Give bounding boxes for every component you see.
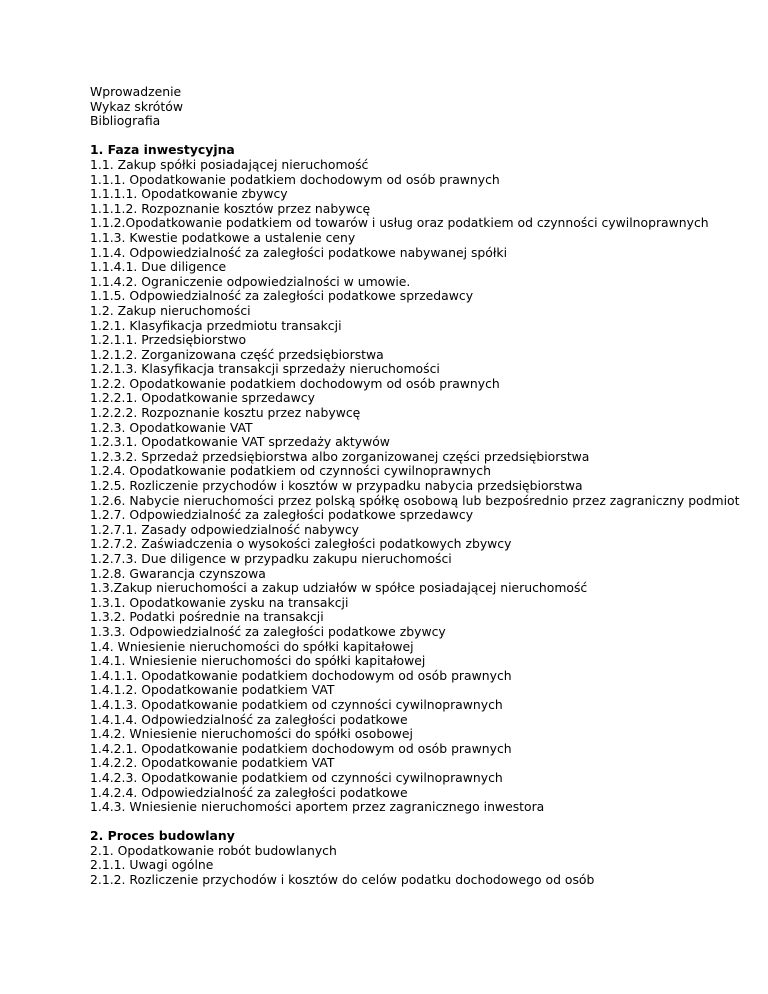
front-matter [90, 85, 740, 129]
toc-entry: 2.1.1. Uwagi ogólne [90, 857, 214, 873]
toc-entry: 1.2.4. Opodatkowanie podatkiem od czynności cywilnoprawnych [90, 463, 491, 479]
toc-entry: 1.4.2.2. Opodatkowanie podatkiem VAT [90, 755, 335, 771]
toc-entry: 1.4.1.4. Odpowiedzialność za zaległości podatkowe [90, 711, 408, 727]
chapter-1 [90, 143, 740, 814]
chapter-1-title: 1. Faza inwestycyjna [90, 142, 235, 158]
toc-entry: 1.2.3.2. Sprzedaż przedsiębiorstwa albo zorganizowanej części przedsiębiorstwa [90, 448, 590, 464]
toc-entry: 1.2. Zakup nieruchomości [90, 302, 251, 318]
toc-entry: 1.2.3.1. Opodatkowanie VAT sprzedaży aktywów [90, 434, 390, 450]
section-gap [90, 129, 740, 144]
toc-entry: 1.2.3. Opodatkowanie VAT [90, 419, 253, 435]
toc-entry: 1.3.3. Odpowiedzialność za zaległości podatkowe zbywcy [90, 623, 446, 639]
toc-entry: 1.3.2. Podatki pośrednie na transakcji [90, 609, 324, 625]
toc-entry: 1.2.7. Odpowiedzialność za zaległości podatkowe sprzedawcy [90, 507, 474, 523]
toc-entry: 1.2.2.1. Opodatkowanie sprzedawcy [90, 390, 315, 406]
chapter-2 [90, 829, 740, 887]
toc-entry-abbreviations: Wykaz skrótów [90, 98, 183, 114]
toc-entry: 1.1.1.2. Rozpoznanie kosztów przez nabywcę [90, 200, 371, 216]
toc-entry: 1.1.2.Opodatkowanie podatkiem od towarów i usług oraz podatkiem od czynności cywilnoprawnych [90, 215, 709, 231]
toc-entry: 1.4.1. Wniesienie nieruchomości do spółki kapitałowej [90, 653, 426, 669]
toc-entry: 2.1.2. Rozliczenie przychodów i kosztów do celów podatku dochodowego od osób [90, 872, 595, 888]
toc-entry: 1.1.1. Opodatkowanie podatkiem dochodowym od osób prawnych [90, 171, 500, 187]
toc-entry: 1.1.1.1. Opodatkowanie zbywcy [90, 186, 288, 202]
toc-entry: 2.1. Opodatkowanie robót budowlanych [90, 842, 337, 858]
toc-entry-bibliography: Bibliografia [90, 113, 161, 129]
toc-entry: 1.2.5. Rozliczenie przychodów i kosztów w przypadku nabycia przedsiębiorstwa [90, 478, 583, 494]
toc-entry: 1.3.Zakup nieruchomości a zakup udziałów w spółce posiadającej nieruchomość [90, 580, 588, 596]
chapter-1-entries [90, 158, 740, 815]
toc-entry: 1.1.4.2. Ograniczenie odpowiedzialności w umowie. [90, 273, 411, 289]
chapter-2-title: 2. Proces budowlany [90, 828, 235, 844]
toc-entry: 1.1.4. Odpowiedzialność za zaległości podatkowe nabywanej spółki [90, 244, 508, 260]
toc-entry: 1.2.8. Gwarancja czynszowa [90, 565, 266, 581]
toc-entry: 1.4.1.2. Opodatkowanie podatkiem VAT [90, 682, 335, 698]
toc-entry: 1.4.1.3. Opodatkowanie podatkiem od czynności cywilnoprawnych [90, 696, 503, 712]
toc-entry: 1.2.1.1. Przedsiębiorstwo [90, 332, 247, 348]
toc-entry-introduction: Wprowadzenie [90, 84, 182, 99]
toc-entry: 1.4. Wniesienie nieruchomości do spółki kapitałowej [90, 638, 414, 654]
toc-entry: 1.2.2. Opodatkowanie podatkiem dochodowym od osób prawnych [90, 375, 500, 391]
toc-entry: 1.2.7.1. Zasady odpowiedzialność nabywcy [90, 521, 359, 537]
toc-entry: 1.2.1. Klasyfikacja przedmiotu transakcji [90, 317, 342, 333]
toc-entry: 1.4.2.4. Odpowiedzialność za zaległości podatkowe [90, 784, 408, 800]
toc-entry: 1.4.2.1. Opodatkowanie podatkiem dochodowym od osób prawnych [90, 740, 512, 756]
toc-entry: 1.2.1.2. Zorganizowana część przedsiębiorstwa [90, 346, 384, 362]
toc-entry: 1.2.1.3. Klasyfikacja transakcji sprzedaży nieruchomości [90, 361, 440, 377]
toc-entry: 1.4.2.3. Opodatkowanie podatkiem od czynności cywilnoprawnych [90, 769, 503, 785]
toc-entry: 1.2.7.2. Zaświadczenia o wysokości zaległości podatkowych zbywcy [90, 536, 512, 552]
chapter-2-entries [90, 844, 740, 888]
toc-entry: 1.4.3. Wniesienie nieruchomości aportem przez zagranicznego inwestora [90, 799, 545, 815]
toc-entry: 1.1. Zakup spółki posiadającej nieruchomość [90, 156, 369, 172]
toc-entry: 1.2.6. Nabycie nieruchomości przez polską spółkę osobową lub bezpośrednio przez zagraniczny podmiot [90, 492, 740, 508]
toc-entry: 1.4.2. Wniesienie nieruchomości do spółki osobowej [90, 726, 413, 742]
toc-entry: 1.2.7.3. Due diligence w przypadku zakupu nieruchomości [90, 551, 452, 566]
table-of-contents [90, 85, 740, 888]
toc-entry: 1.2.2.2. Rozpoznanie kosztu przez nabywcę [90, 405, 361, 421]
toc-entry: 1.1.5. Odpowiedzialność za zaległości podatkowe sprzedawcy [90, 288, 474, 304]
toc-entry: 1.1.4.1. Due diligence [90, 259, 227, 275]
toc-entry: 1.1.3. Kwestie podatkowe a ustalenie ceny [90, 229, 356, 245]
toc-entry: 1.4.1.1. Opodatkowanie podatkiem dochodowym od osób prawnych [90, 667, 512, 683]
section-gap [90, 815, 740, 830]
toc-entry: 1.3.1. Opodatkowanie zysku na transakcji [90, 594, 349, 610]
